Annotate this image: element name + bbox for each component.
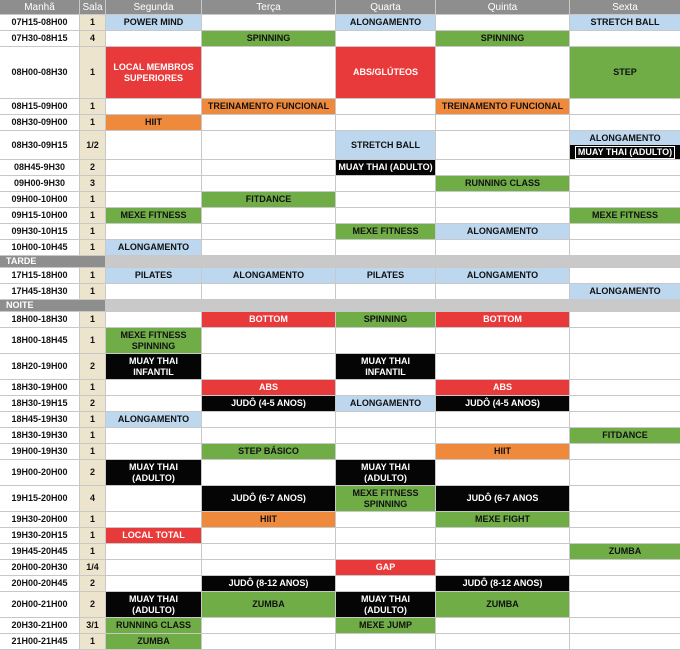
empty-slot: [202, 328, 336, 354]
class-slot-quarta: MUAY THAI INFANTIL: [336, 354, 436, 380]
morning-row: [0, 47, 680, 99]
empty-slot: [436, 284, 570, 300]
time-slot: 08H30-09H15: [0, 131, 80, 160]
empty-slot: [106, 380, 202, 396]
room-number: 4: [80, 31, 106, 47]
empty-slot: [202, 160, 336, 176]
room-number: 3: [80, 176, 106, 192]
empty-slot: [106, 486, 202, 512]
empty-slot: [202, 460, 336, 486]
empty-slot: [106, 512, 202, 528]
class-slot-quinta: JUDÔ (4-5 ANOS): [436, 396, 570, 412]
time-slot: 21H00-21H45: [0, 634, 80, 650]
class-slot-sexta: MEXE FITNESS: [570, 208, 680, 224]
empty-slot: [336, 284, 436, 300]
empty-slot: [570, 354, 680, 380]
time-slot: 17H45-18H30: [0, 284, 80, 300]
time-slot: 17H15-18H00: [0, 268, 80, 284]
section-label: NOITE: [0, 300, 106, 312]
empty-slot: [202, 240, 336, 256]
empty-slot: [202, 284, 336, 300]
empty-slot: [202, 224, 336, 240]
morning-row: [0, 115, 680, 131]
time-slot: 07H30-08H15: [0, 31, 80, 47]
room-number: 1: [80, 412, 106, 428]
time-slot: 18H20-19H00: [0, 354, 80, 380]
empty-slot: [570, 396, 680, 412]
class-slot-sexta: STEP: [570, 47, 680, 99]
empty-slot: [106, 428, 202, 444]
class-slot-quarta: MEXE FITNESS SPINNING: [336, 486, 436, 512]
empty-slot: [436, 208, 570, 224]
time-slot: 07H15-08H00: [0, 15, 80, 31]
room-number: 1: [80, 47, 106, 99]
empty-slot: [570, 560, 680, 576]
evening-row: [0, 312, 680, 328]
class-slot-segunda: LOCAL MEMBROS SUPERIORES: [106, 47, 202, 99]
room-number: 1: [80, 512, 106, 528]
morning-row: [0, 160, 680, 176]
evening-row: [0, 592, 680, 618]
class-slot-segunda: ALONGAMENTO: [106, 412, 202, 428]
empty-slot: [336, 412, 436, 428]
evening-row: [0, 512, 680, 528]
empty-slot: [436, 240, 570, 256]
empty-slot: [570, 460, 680, 486]
empty-slot: [570, 486, 680, 512]
empty-slot: [570, 160, 680, 176]
class-slot-quinta: JUDÔ (8-12 ANOS): [436, 576, 570, 592]
empty-slot: [570, 512, 680, 528]
header-segunda: Segunda: [106, 0, 202, 15]
room-number: 1: [80, 224, 106, 240]
time-slot: 20H30-21H00: [0, 618, 80, 634]
empty-slot: [336, 115, 436, 131]
empty-slot: [436, 460, 570, 486]
section-filler: [106, 300, 680, 312]
room-number: 2: [80, 592, 106, 618]
time-slot: 18H30-19H15: [0, 396, 80, 412]
empty-slot: [202, 47, 336, 99]
evening-row: [0, 354, 680, 380]
class-slot-segunda: HIIT: [106, 115, 202, 131]
morning-row: [0, 192, 680, 208]
empty-slot: [202, 412, 336, 428]
class-slot-quarta: MEXE JUMP: [336, 618, 436, 634]
empty-slot: [202, 354, 336, 380]
empty-slot: [436, 328, 570, 354]
class-slot-terca: ZUMBA: [202, 592, 336, 618]
class-slot-segunda: RUNNING CLASS: [106, 618, 202, 634]
time-slot: 09H00-9H30: [0, 176, 80, 192]
morning-row: [0, 31, 680, 47]
empty-slot: [570, 115, 680, 131]
evening-row: [0, 576, 680, 592]
class-slot-segunda: MUAY THAI INFANTIL: [106, 354, 202, 380]
section-tarde: [0, 256, 680, 268]
header-terca: Terça: [202, 0, 336, 15]
class-slot-sexta: ZUMBA: [570, 544, 680, 560]
class-slot-terca: JUDÔ (6-7 ANOS): [202, 486, 336, 512]
class-slot-segunda: PILATES: [106, 268, 202, 284]
empty-slot: [202, 428, 336, 444]
empty-slot: [336, 544, 436, 560]
class-slot-segunda: MEXE FITNESS SPINNING: [106, 328, 202, 354]
empty-slot: [106, 224, 202, 240]
class-slot-terca: ALONGAMENTO: [202, 268, 336, 284]
class-slot-quarta: GAP: [336, 560, 436, 576]
empty-slot: [336, 428, 436, 444]
empty-slot: [570, 634, 680, 650]
class-slot-quarta: ALONGAMENTO: [336, 15, 436, 31]
room-number: 1: [80, 444, 106, 460]
room-number: 1: [80, 528, 106, 544]
room-number: 1/4: [80, 560, 106, 576]
morning-row: [0, 208, 680, 224]
class-slot-terca: STEP BÁSICO: [202, 444, 336, 460]
empty-slot: [336, 380, 436, 396]
class-name-text: MUAY THAI (ADULTO): [575, 146, 675, 159]
room-number: 1: [80, 380, 106, 396]
empty-slot: [436, 544, 570, 560]
class-slot-terca: ABS: [202, 380, 336, 396]
empty-slot: [336, 192, 436, 208]
empty-slot: [336, 528, 436, 544]
empty-slot: [570, 99, 680, 115]
time-slot: 19H30-20H15: [0, 528, 80, 544]
class-slot-quarta: STRETCH BALL: [336, 131, 436, 160]
room-number: 2: [80, 460, 106, 486]
empty-slot: [202, 176, 336, 192]
empty-slot: [202, 634, 336, 650]
empty-slot: [570, 268, 680, 284]
section-noite: [0, 300, 680, 312]
class-slot-segunda: MUAY THAI (ADULTO): [106, 592, 202, 618]
empty-slot: [202, 15, 336, 31]
time-slot: 09H00-10H00: [0, 192, 80, 208]
class-slot-quarta: ALONGAMENTO: [336, 396, 436, 412]
class-name: ALONGAMENTO: [570, 131, 680, 145]
class-slot-quarta: MUAY THAI (ADULTO): [336, 592, 436, 618]
evening-row: [0, 396, 680, 412]
empty-slot: [202, 560, 336, 576]
class-slot-quarta: MUAY THAI (ADULTO): [336, 460, 436, 486]
empty-slot: [106, 31, 202, 47]
class-slot-quinta: MEXE FIGHT: [436, 512, 570, 528]
empty-slot: [570, 380, 680, 396]
empty-slot: [106, 160, 202, 176]
class-slot-segunda: LOCAL TOTAL: [106, 528, 202, 544]
room-number: 1: [80, 312, 106, 328]
empty-slot: [436, 47, 570, 99]
evening-row: [0, 460, 680, 486]
room-number: 1: [80, 428, 106, 444]
morning-row: [0, 224, 680, 240]
empty-slot: [570, 618, 680, 634]
class-slot-quinta: ABS: [436, 380, 570, 396]
empty-slot: [436, 618, 570, 634]
time-slot: 09H30-10H15: [0, 224, 80, 240]
room-number: 1: [80, 115, 106, 131]
class-slot-segunda: MUAY THAI (ADULTO): [106, 460, 202, 486]
empty-slot: [106, 176, 202, 192]
class-slot-segunda: ZUMBA: [106, 634, 202, 650]
time-slot: 18H00-18H30: [0, 312, 80, 328]
room-number: 1/2: [80, 131, 106, 160]
empty-slot: [106, 192, 202, 208]
class-slot-quarta: ABS/GLÚTEOS: [336, 47, 436, 99]
time-slot: 08H30-09H00: [0, 115, 80, 131]
class-slot-quinta: TREINAMENTO FUNCIONAL: [436, 99, 570, 115]
time-slot: 20H00-20H45: [0, 576, 80, 592]
class-slot-terca: SPINNING: [202, 31, 336, 47]
class-slot-terca: JUDÔ (8-12 ANOS): [202, 576, 336, 592]
empty-slot: [570, 592, 680, 618]
room-number: 1: [80, 328, 106, 354]
class-slot-sexta: [570, 131, 680, 160]
time-slot: 19H00-19H30: [0, 444, 80, 460]
class-slot-terca: FITDANCE: [202, 192, 336, 208]
empty-slot: [336, 634, 436, 650]
section-label: TARDE: [0, 256, 106, 268]
time-slot: 08H45-9H30: [0, 160, 80, 176]
empty-slot: [570, 328, 680, 354]
header-manha: Manhã: [0, 0, 80, 15]
empty-slot: [436, 160, 570, 176]
empty-slot: [106, 560, 202, 576]
empty-slot: [436, 354, 570, 380]
room-number: 2: [80, 160, 106, 176]
evening-row: [0, 634, 680, 650]
time-slot: 18H30-19H30: [0, 428, 80, 444]
empty-slot: [570, 576, 680, 592]
empty-slot: [436, 528, 570, 544]
class-slot-sexta: FITDANCE: [570, 428, 680, 444]
header-sala: Sala: [80, 0, 106, 15]
class-slot-quinta: ALONGAMENTO: [436, 224, 570, 240]
room-number: 1: [80, 15, 106, 31]
afternoon-row: [0, 284, 680, 300]
room-number: 1: [80, 208, 106, 224]
empty-slot: [336, 31, 436, 47]
time-slot: 09H15-10H00: [0, 208, 80, 224]
empty-slot: [436, 192, 570, 208]
room-number: 2: [80, 396, 106, 412]
empty-slot: [436, 428, 570, 444]
empty-slot: [436, 412, 570, 428]
morning-row: [0, 99, 680, 115]
room-number: 3/1: [80, 618, 106, 634]
time-slot: 08H00-08H30: [0, 47, 80, 99]
empty-slot: [202, 544, 336, 560]
evening-row: [0, 380, 680, 396]
empty-slot: [570, 412, 680, 428]
time-slot: 19H15-20H00: [0, 486, 80, 512]
class-slot-quarta: MUAY THAI (ADULTO): [336, 160, 436, 176]
class-slot-quinta: ALONGAMENTO: [436, 268, 570, 284]
empty-slot: [336, 576, 436, 592]
class-slot-quinta: BOTTOM: [436, 312, 570, 328]
evening-row: [0, 560, 680, 576]
class-name: [570, 145, 680, 159]
class-slot-terca: JUDÔ (4-5 ANOS): [202, 396, 336, 412]
room-number: 1: [80, 192, 106, 208]
empty-slot: [570, 528, 680, 544]
morning-row: [0, 176, 680, 192]
empty-slot: [106, 284, 202, 300]
empty-slot: [202, 208, 336, 224]
evening-row: [0, 544, 680, 560]
time-slot: 18H00-18H45: [0, 328, 80, 354]
empty-slot: [106, 99, 202, 115]
evening-row: [0, 428, 680, 444]
time-slot: 08H15-09H00: [0, 99, 80, 115]
header-sexta: Sexta: [570, 0, 680, 15]
empty-slot: [336, 99, 436, 115]
room-number: 2: [80, 354, 106, 380]
class-slot-quinta: ZUMBA: [436, 592, 570, 618]
evening-row: [0, 412, 680, 428]
time-slot: 18H30-19H00: [0, 380, 80, 396]
class-slot-quinta: JUDÔ (6-7 ANOS: [436, 486, 570, 512]
empty-slot: [436, 131, 570, 160]
time-slot: 19H30-20H00: [0, 512, 80, 528]
empty-slot: [202, 115, 336, 131]
empty-slot: [570, 224, 680, 240]
morning-row: [0, 131, 680, 160]
class-slot-quinta: HIIT: [436, 444, 570, 460]
class-slot-terca: TREINAMENTO FUNCIONAL: [202, 99, 336, 115]
empty-slot: [570, 312, 680, 328]
empty-slot: [106, 544, 202, 560]
class-slot-sexta: ALONGAMENTO: [570, 284, 680, 300]
room-number: 4: [80, 486, 106, 512]
empty-slot: [336, 328, 436, 354]
class-slot-segunda: POWER MIND: [106, 15, 202, 31]
class-slot-sexta: STRETCH BALL: [570, 15, 680, 31]
class-slot-terca: BOTTOM: [202, 312, 336, 328]
header-row: [0, 0, 680, 15]
empty-slot: [336, 208, 436, 224]
class-slot-quinta: SPINNING: [436, 31, 570, 47]
class-slot-terca: HIIT: [202, 512, 336, 528]
class-slot-quarta: PILATES: [336, 268, 436, 284]
class-slot-quinta: RUNNING CLASS: [436, 176, 570, 192]
time-slot: 10H00-10H45: [0, 240, 80, 256]
class-slot-segunda: ALONGAMENTO: [106, 240, 202, 256]
empty-slot: [202, 131, 336, 160]
empty-slot: [436, 634, 570, 650]
room-number: 2: [80, 576, 106, 592]
empty-slot: [336, 240, 436, 256]
morning-row: [0, 15, 680, 31]
evening-row: [0, 328, 680, 354]
room-number: 1: [80, 634, 106, 650]
empty-slot: [570, 31, 680, 47]
empty-slot: [336, 444, 436, 460]
room-number: 1: [80, 99, 106, 115]
empty-slot: [570, 176, 680, 192]
section-filler: [106, 256, 680, 268]
evening-row: [0, 486, 680, 512]
empty-slot: [202, 528, 336, 544]
time-slot: 20H00-20H30: [0, 560, 80, 576]
evening-row: [0, 528, 680, 544]
header-quinta: Quinta: [436, 0, 570, 15]
empty-slot: [436, 560, 570, 576]
room-number: 1: [80, 544, 106, 560]
room-number: 1: [80, 240, 106, 256]
time-slot: 19H45-20H45: [0, 544, 80, 560]
time-slot: 19H00-20H00: [0, 460, 80, 486]
evening-row: [0, 618, 680, 634]
room-number: 1: [80, 268, 106, 284]
empty-slot: [106, 131, 202, 160]
class-slot-segunda: MEXE FITNESS: [106, 208, 202, 224]
empty-slot: [436, 15, 570, 31]
morning-row: [0, 240, 680, 256]
empty-slot: [336, 176, 436, 192]
empty-slot: [202, 618, 336, 634]
empty-slot: [106, 396, 202, 412]
empty-slot: [106, 576, 202, 592]
empty-slot: [570, 192, 680, 208]
empty-slot: [436, 115, 570, 131]
header-quarta: Quarta: [336, 0, 436, 15]
evening-row: [0, 444, 680, 460]
empty-slot: [106, 444, 202, 460]
afternoon-row: [0, 268, 680, 284]
empty-slot: [570, 444, 680, 460]
class-slot-quarta: SPINNING: [336, 312, 436, 328]
empty-slot: [336, 512, 436, 528]
time-slot: 20H00-21H00: [0, 592, 80, 618]
room-number: 1: [80, 284, 106, 300]
time-slot: 18H45-19H30: [0, 412, 80, 428]
empty-slot: [106, 312, 202, 328]
class-slot-quarta: MEXE FITNESS: [336, 224, 436, 240]
empty-slot: [570, 240, 680, 256]
